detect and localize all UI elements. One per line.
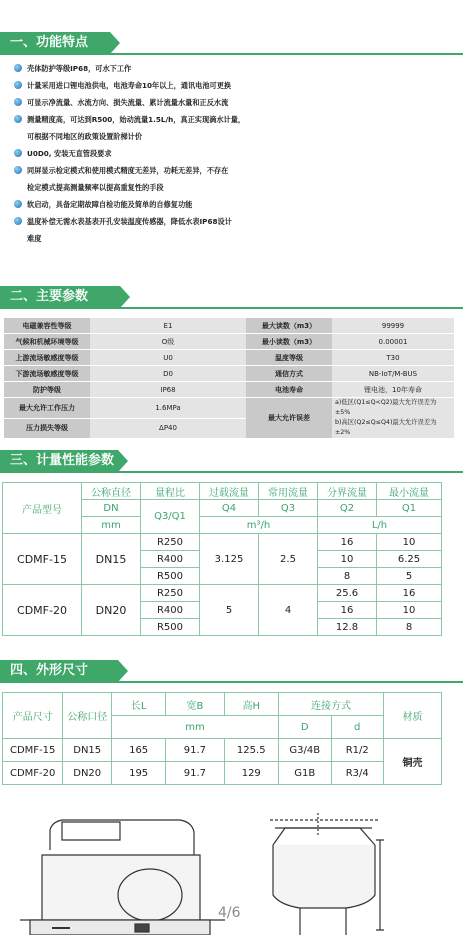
table-row: R500 8 5 <box>3 568 442 585</box>
bullet-icon <box>14 166 22 174</box>
table-row: 压力损失等级 ΔP40 <box>4 418 454 439</box>
table-row: 上游流场敏感度等级 U0 温度等级 T30 <box>4 350 454 366</box>
section-rule <box>0 681 463 683</box>
table-row: R400 10 6.25 <box>3 551 442 568</box>
table-row: 气候和机械环境等级 O级 最小读数（m3） 0.00001 <box>4 334 454 350</box>
feature-item: 壳体防护等级IP68，可水下工作 <box>14 60 454 77</box>
section-title-perf: 三、计量性能参数 <box>0 450 118 472</box>
bullet-icon <box>14 149 22 157</box>
table-row: R500 12.8 8 <box>3 619 442 636</box>
front-view <box>20 820 225 935</box>
feature-item: 软启动，具备定期故障自检功能及简单的自修复功能 <box>14 196 454 213</box>
bullet-icon <box>14 81 22 89</box>
bullet-icon <box>14 64 22 72</box>
dimensions-table: 产品尺寸 公称口径 长L 宽B 高H 连接方式 材质 mm D d CDMF-15 DN15 165 91.7 125.5 G3/4B R1/2 铜壳 CDMF-20 DN20 195 91.7 129 G1B R3/4 <box>2 692 442 785</box>
feature-item: 可显示净流量、水流方向、损失流量、累计流量水量和正反水流 <box>14 94 454 111</box>
section-title-features: 一、功能特点 <box>0 32 110 54</box>
bullet-icon <box>14 200 22 208</box>
section-rule <box>0 53 463 55</box>
bullet-icon <box>14 98 22 106</box>
feature-item: 测量精度高，可达到R500，始动流量1.5L/h，真正实现滴水计量， 可根据不同地区的政策设置阶梯计价 <box>14 111 454 145</box>
section-rule <box>0 471 463 473</box>
section-rule <box>0 307 463 309</box>
table-row: CDMF-20 DN20 195 91.7 129 G1B R3/4 <box>3 762 442 785</box>
feature-item: 温度补偿无需水表基表开孔安装温度传感器，降低水表IP68设计 难度 <box>14 213 454 247</box>
side-view <box>270 812 384 935</box>
table-row: 下游流场敏感度等级 D0 通信方式 NB-IoT/M-BUS <box>4 366 454 382</box>
bullet-icon <box>14 115 22 123</box>
feature-list <box>14 60 454 247</box>
section-title-dims: 四、外形尺寸 <box>0 660 118 682</box>
table-row: 防护等级 IP68 电池寿命 锂电池，10年寿命 <box>4 382 454 398</box>
table-row: R400 16 10 <box>3 602 442 619</box>
performance-table: 产品型号 公称直径 量程比 过载流量 常用流量 分界流量 最小流量 DN Q3/Q1 Q4 Q3 Q2 Q1 mm m³/h L/h CDMF-15 DN15 R250 3.125 2.5 16 10 R400 10 6.25 R500 8 5 CDMF-20 DN20 R250 5 4 25.6 16 R400 16 10 R500 12.8 8 <box>2 482 442 636</box>
table-row: 最大允许工作压力 1.6MPa 最大允许误差 a)低区(Q1≤Q<Q2)最大允许误差为±5% b)高区(Q2≤Q≤Q4)最大允许误差为±2% <box>4 398 454 419</box>
feature-item: U0D0, 安装无直管段要求 <box>14 145 454 162</box>
params-table <box>4 318 454 439</box>
feature-item: 计量采用进口锂电池供电，电池寿命10年以上，通讯电池可更换 <box>14 77 454 94</box>
table-row: CDMF-15 DN15 R250 3.125 2.5 16 10 <box>3 534 442 551</box>
table-row: CDMF-15 DN15 165 91.7 125.5 G3/4B R1/2 铜壳 <box>3 739 442 762</box>
table-row: 电磁兼容性等级 E1 最大读数（m3） 99999 <box>4 318 454 334</box>
page-number: 4/6 <box>218 905 241 921</box>
table-row: CDMF-20 DN20 R250 5 4 25.6 16 <box>3 585 442 602</box>
feature-item: 同屏显示检定模式和使用模式精度无差异，功耗无差异，不存在 检定模式提高测量频率以提高重复性的手段 <box>14 162 454 196</box>
bullet-icon <box>14 217 22 225</box>
section-title-params: 二、主要参数 <box>0 286 120 308</box>
